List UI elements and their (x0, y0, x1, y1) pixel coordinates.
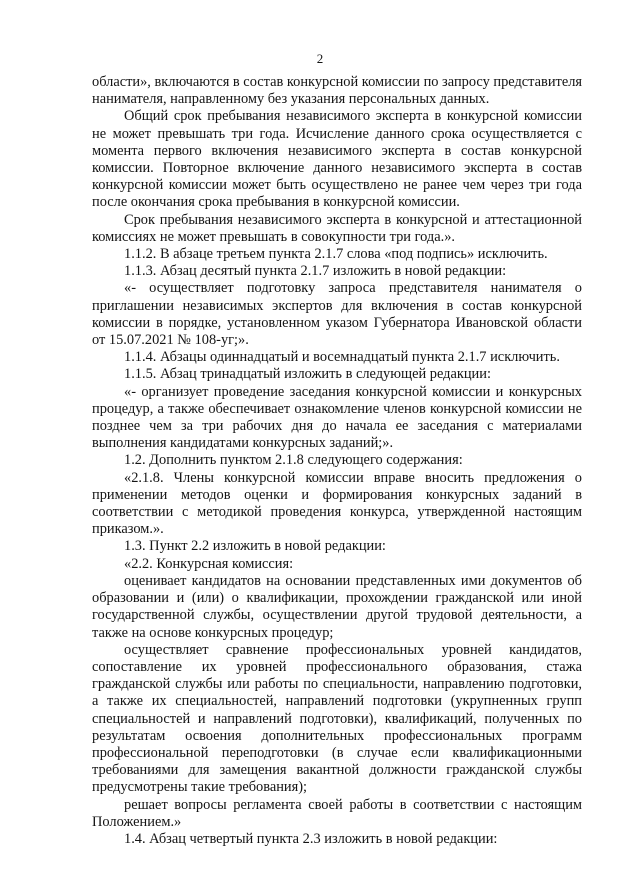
paragraph: 1.1.2. В абзаце третьем пункта 2.1.7 слова «под подпись» исключить. (124, 246, 548, 263)
paragraph: 1.4. Абзац четвертый пункта 2.3 изложить в новой редакции: (124, 830, 498, 847)
page-number: 2 (316, 51, 324, 66)
paragraph: «2.1.8. Члены конкурсной комиссии вправе вносить предложения о применении методов оценки и формирования конкурсных заданий в соответствии с методикой проведения конкурса, утвержденной настоящим приказом.». (92, 469, 582, 538)
paragraph: 1.3. Пункт 2.2 изложить в новой редакции: (124, 538, 386, 555)
paragraph: 1.1.3. Абзац десятый пункта 2.1.7 изложить в новой редакции: (124, 263, 507, 280)
paragraph: Срок пребывания независимого эксперта в конкурсной и аттестационной комиссиях не может превышать в совокупности три года.». (92, 211, 582, 245)
paragraph: «2.2. Конкурсная комиссия: (124, 555, 294, 572)
paragraph: 1.1.4. Абзацы одиннадцатый и восемнадцатый пункта 2.1.7 исключить. (124, 349, 560, 366)
paragraph: 1.1.5. Абзац тринадцатый изложить в следующей редакции: (124, 366, 491, 383)
paragraph: осуществляет сравнение профессиональных уровней кандидатов, сопоставление их уровней профессионального образования, стажа гражданской службы или работы по специальности, направлению подготовки, а также их специальностей, направлений подготовки (укрупненных групп специальностей и направлений подготовки), квалификаций, полученных по результатам освоения дополнительных профессиональных программ профессиональной переподготовки (в случае если квалификационными требованиями для замещения вакантной должности гражданской службы предусмотрены такие требования); (92, 641, 582, 796)
paragraph: решает вопросы регламента своей работы в соответствии с настоящим Положением.» (92, 796, 582, 830)
paragraph: Общий срок пребывания независимого эксперта в конкурсной комиссии не может превышать три года. Исчисление данного срока осуществляется с момента первого включения независимого эксперта в состав конкурсной комиссии. Повторное включение данного независимого эксперта в состав конкурсной комиссии может быть осуществлено не ранее чем через три года после окончания срока пребывания в конкурсной комиссии. (92, 108, 582, 211)
paragraph: области», включаются в состав конкурсной комиссии по запросу представителя нанимателя, направленному без указания персональных данных. (92, 74, 583, 108)
document-body (92, 74, 582, 848)
paragraph: «- осуществляет подготовку запроса представителя нанимателя о приглашении независимых экспертов для включения в состав конкурсной комиссии в порядке, установленном указом Губернатора Ивановской области от 15.07.2021 № 108-уг;». (92, 280, 582, 349)
paragraph: 1.2. Дополнить пунктом 2.1.8 следующего содержания: (124, 452, 463, 469)
paragraph: оценивает кандидатов на основании представленных ими документов об образовании и (или) о квалификации, прохождении гражданской или иной государственной службы, осуществлении другой трудовой деятельности, а также на основе конкурсных процедур; (92, 572, 582, 641)
paragraph: «- организует проведение заседания конкурсной комиссии и конкурсных процедур, а также обеспечивает ознакомление членов конкурсной комиссии не позднее чем за три рабочих дня до начала ее заседания с материалами выполнения кандидатами конкурсных заданий;». (92, 383, 582, 452)
